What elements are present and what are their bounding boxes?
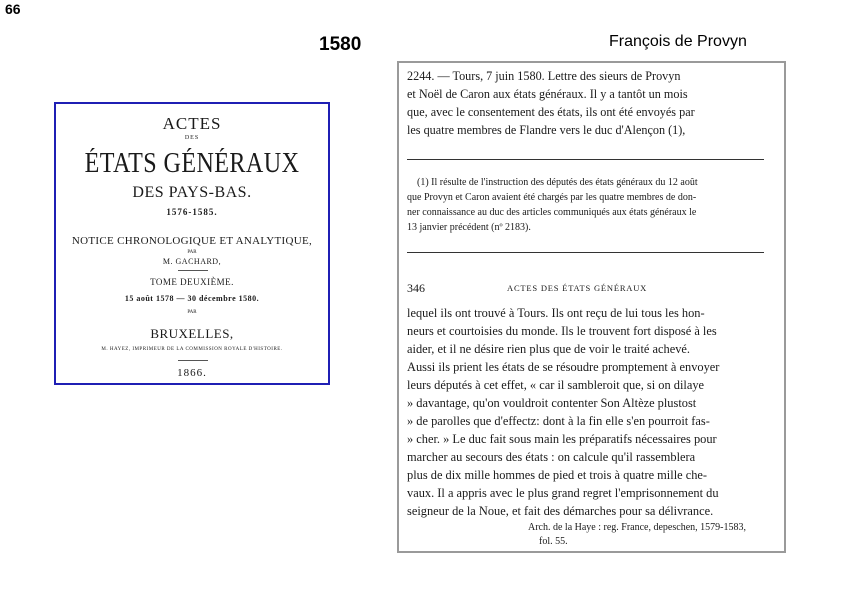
title-years: 1576-1585. xyxy=(166,207,218,217)
book-page-number: 346 xyxy=(407,281,425,295)
footnote-rule xyxy=(407,159,764,160)
footnote-line: 13 janvier précédent (nº 2183). xyxy=(407,222,531,233)
excerpt-line: marcher au secours des états : on calcule qu'il rassemblera xyxy=(407,450,696,464)
footnote-line: que Provyn et Caron avaient été chargés par les quatre membres de don- xyxy=(407,192,697,203)
title-notice: NOTICE CHRONOLOGIQUE ET ANALYTIQUE, xyxy=(71,235,313,247)
excerpt-line: plus de dix mille hommes de pied et trois à quatre mille che- xyxy=(407,468,708,482)
running-header: ACTES DES ÉTATS GÉNÉRAUX xyxy=(507,283,648,293)
archive-reference-folio: fol. 55. xyxy=(539,536,568,547)
title-par-2: PAR xyxy=(187,310,197,315)
title-pays-bas: DES PAYS-BAS. xyxy=(132,184,252,201)
excerpt-line: seigneur de la Noue, et fait des démarches pour sa délivrance. xyxy=(407,504,714,518)
document-excerpt xyxy=(397,61,786,553)
title-etats-generaux: ÉTATS GÉNÉRAUX xyxy=(84,148,300,179)
year-heading: 1580 xyxy=(319,34,362,55)
excerpt-line: et Noël de Caron aux états généraux. Il y a tantôt un mois xyxy=(407,87,688,101)
title-author: M. GACHARD, xyxy=(162,257,222,266)
footnote-line: ner connaissance au duc des articles communiqués aux états généraux le xyxy=(407,207,697,218)
book-title-page xyxy=(54,102,330,385)
page-break-rule xyxy=(407,252,764,253)
title-dates: 15 août 1578 — 30 décembre 1580. xyxy=(124,294,260,303)
excerpt-line: » davantage, qu'on vouldroit contenter Son Altèze plustost xyxy=(407,396,697,410)
excerpt-line: aider, et il ne désire rien plus que de voir le traité achevé. xyxy=(407,342,690,356)
title-city: BRUXELLES, xyxy=(150,326,234,341)
excerpt-line: lequel ils ont trouvé à Tours. Ils ont reçu de lui tous les hon- xyxy=(407,306,705,320)
title-publication-year: 1866. xyxy=(177,367,207,379)
author-name: François de Provyn xyxy=(609,33,747,50)
footnote-line: (1) Il résulte de l'instruction des députés des états généraux du 12 août xyxy=(417,177,698,188)
title-divider xyxy=(178,270,208,271)
excerpt-line: » cher. » Le duc fait sous main les préparatifs nécessaires pour xyxy=(407,432,717,446)
excerpt-line: leurs députés à cet effet, « car il sambleroit que, si on dilaye xyxy=(407,378,705,392)
page-number: 66 xyxy=(5,1,21,17)
excerpt-line: Aussi ils prient les états de se résoudre promptement à envoyer xyxy=(407,360,720,374)
excerpt-line: » de parolles que d'effectz: dont à la fin elle s'en pourroit fas- xyxy=(407,414,710,428)
excerpt-line: les quatre membres de Flandre vers le duc d'Alençon (1), xyxy=(407,123,686,137)
excerpt-line: neurs et courtoisies du monde. Ils le trouvent fort disposé à les xyxy=(407,324,717,338)
title-actes: ACTES xyxy=(162,114,222,133)
excerpt-line: 2244. — Tours, 7 juin 1580. Lettre des sieurs de Provyn xyxy=(407,69,681,83)
title-tome: TOME DEUXIÈME. xyxy=(150,277,234,287)
title-divider-2 xyxy=(178,360,208,361)
excerpt-line: que, avec le consentement des états, ils ont été envoyés par xyxy=(407,105,695,119)
archive-reference: Arch. de la Haye : reg. France, depeschen, 1579-1583, xyxy=(528,522,746,533)
title-printer: M. HAYEZ, IMPRIMEUR DE LA COMMISSION ROYALE D'HISTOIRE. xyxy=(101,347,283,352)
title-par: PAR xyxy=(187,250,197,255)
excerpt-line: vaux. Il a appris avec le plus grand regret l'emprisonnement du xyxy=(407,486,719,500)
title-des: DES xyxy=(184,135,200,141)
